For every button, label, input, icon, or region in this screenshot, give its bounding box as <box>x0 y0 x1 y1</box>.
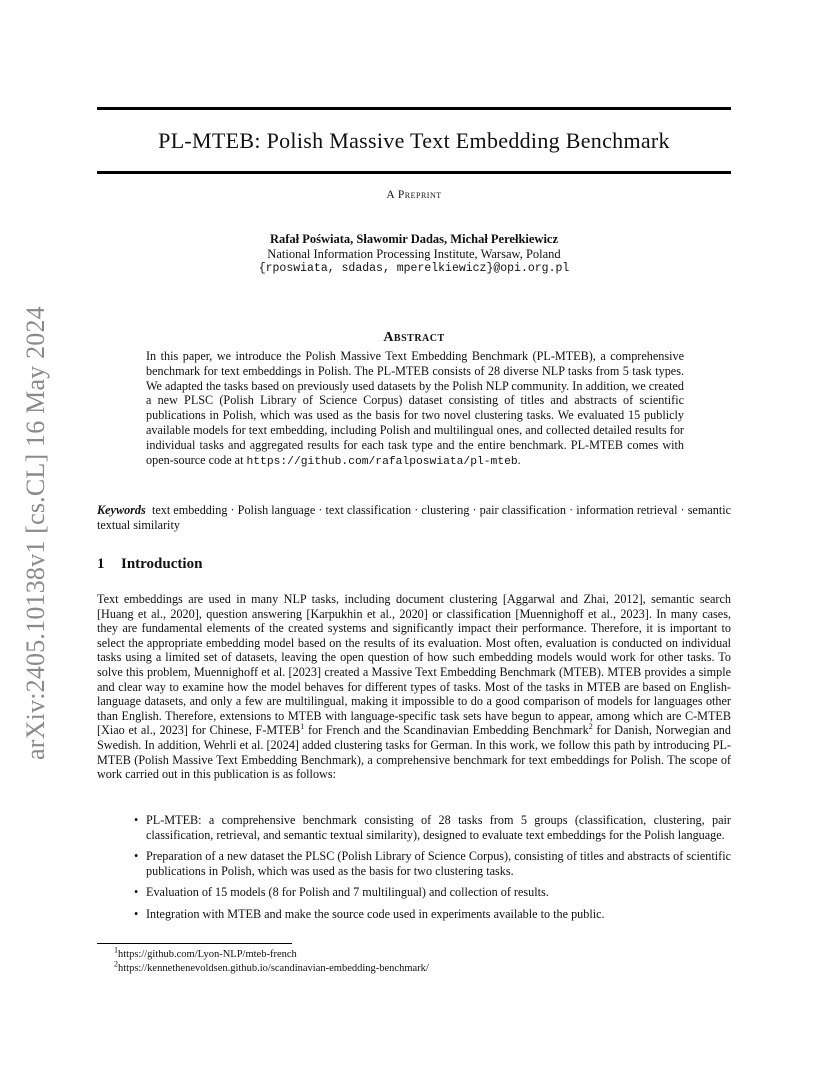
list-item <box>97 813 731 842</box>
section-title: Introduction <box>121 556 203 572</box>
abstract: In this paper, we introduce the Polish Massive Text Embedding Benchmark (PL-MTEB), a comprehensive benchmark for text embeddings in Polish. The PL-MTEB consists of 28 diverse NLP tasks from 5 task types. We adapted the tasks based on previously used datasets by the Polish NLP community. In addition, we created a new PLSC (Polish Library of Science Corpus) dataset consisting of titles and abstracts of scientific publications in Polish, which was used as the basis for two novel clustering tasks. We evaluated 15 publicly available models for text embedding, including Polish and multilingual ones, and collected detailed results for individual tasks and aggregated results for each task type and the entire benchmark. PL-MTEB comes with open-source code at https://github.com/rafalposwiata/pl-mteb. <box>146 349 684 468</box>
footnote-1 <box>114 945 734 962</box>
bullet-icon: • <box>134 906 139 921</box>
keywords-text: text embedding · Polish language · text classification · clustering · pair classification · information retrieval · semantic textual similarity <box>97 503 732 532</box>
footnotes <box>114 945 734 976</box>
title-bottom-rule <box>97 171 731 174</box>
intro-text-part-3: for Danish, Norwegian and Swedish. In addition, Wehrli et al. [2024] added clustering tasks for German. In this work, we follow this path by introducing PL-MTEB (Polish Massive Text Embedding Benchmark), a comprehensive benchmark for text embeddings for Polish. The scope of work carried out in this publication is as follows: <box>97 723 731 782</box>
intro-text-part-2: for French and the Scandinavian Embedding Benchmark <box>304 723 589 738</box>
author-emails: {rposwiata, sdadas, mperelkiewicz}@opi.org.pl <box>258 262 570 275</box>
list-item <box>97 885 731 900</box>
title-top-rule <box>97 107 731 110</box>
footnote-ref-1[interactable]: 1 <box>300 722 305 732</box>
list-item-text: Evaluation of 15 models (8 for Polish and 7 multilingual) and collection of results. <box>146 885 549 900</box>
affiliation: National Information Processing Institute, Warsaw, Poland <box>267 247 561 261</box>
contribution-list <box>97 813 731 929</box>
abstract-heading: Abstract <box>383 330 445 345</box>
bullet-icon: • <box>134 885 139 900</box>
preprint-label: A Preprint <box>386 189 442 201</box>
list-item-text: PL-MTEB: a comprehensive benchmark consisting of 28 tasks from 5 groups (classification, clustering, pair classification, retrieval, and semantic textual similarity), designed to evaluate text embeddings for the Polish language. <box>146 813 731 842</box>
section-number: 1 <box>97 556 105 572</box>
intro-text-part-1: Text embeddings are used in many NLP tasks, including document clustering [Aggarwal and Zhai, 2012], semantic search [Huang et al., 2020], question answering [Karpukhin et al., 2020] or classification [Muennighoff et al., 2023]. In many cases, they are fundamental elements of the created systems and significantly impact their performance. Therefore, it is important to select the appropriate embedding model based on the results of its evaluation. Most often, evaluation is conducted on individual tasks using a limited set of datasets, leaving the open question of how such embedding models would work for other tasks. To solve this problem, Muennighoff et al. [2023] created a Massive Text Embedding Benchmark (MTEB). MTEB provides a simple and clear way to examine how the model behaves for different types of tasks. Most of the tasks in MTEB are based on English-language datasets, and only a few are multilingual, making it impossible to do a good comparison of models for languages other than English. Therefore, extensions to MTEB with language-specific task sets have begun to appear, among which are C-MTEB [Xiao et al., 2023] for Chinese, F-MTEB <box>97 592 731 738</box>
arxiv-side-stamp <box>17 280 57 760</box>
footnote-link[interactable]: https://kennethenevoldsen.github.io/scandinavian-embedding-benchmark/ <box>118 963 429 974</box>
intro-paragraph <box>97 592 731 782</box>
abstract-text: In this paper, we introduce the Polish Massive Text Embedding Benchmark (PL-MTEB), a comprehensive benchmark for text embeddings in Polish. The PL-MTEB consists of 28 diverse NLP tasks from 5 task types. We adapted the tasks based on previously used datasets by the Polish NLP community. In addition, we created a new PLSC (Polish Library of Science Corpus) dataset consisting of titles and abstracts of scientific publications in Polish, which was used as the basis for two novel clustering tasks. We evaluated 15 publicly available models for text embedding, including Polish and multilingual ones, and collected detailed results for individual tasks and aggregated results for each task type and the entire benchmark. PL-MTEB comes with open-source code at <box>146 349 684 467</box>
keywords-label: Keywords <box>97 503 146 517</box>
list-item <box>97 849 731 878</box>
footnote-2 <box>114 959 734 976</box>
author-list: Rafał Poświata, Sławomir Dadas, Michał Perełkiewicz <box>269 232 559 246</box>
footnote-link[interactable]: https://github.com/Lyon-NLP/mteb-french <box>118 949 297 960</box>
footnote-rule <box>97 943 292 944</box>
list-item-text: Integration with MTEB and make the source code used in experiments available to the public. <box>146 906 605 921</box>
arxiv-identifier: arXiv:2405.10138v1 [cs.CL] 16 May 2024 <box>21 306 50 760</box>
footnote-ref-2[interactable]: 2 <box>588 722 593 732</box>
footnote-mark: 1 <box>114 945 118 955</box>
list-item-text: Preparation of a new dataset the PLSC (Polish Library of Science Corpus), consisting of titles and abstracts of scientific publications in Polish, which was used as the basis for two clustering tasks. <box>146 849 731 878</box>
footnote-mark: 2 <box>114 959 118 969</box>
list-item <box>97 907 731 922</box>
bullet-icon: • <box>134 813 139 827</box>
bullet-icon: • <box>134 849 139 864</box>
abstract-code-link[interactable]: https://github.com/rafalposwiata/pl-mteb <box>246 455 518 468</box>
section-heading <box>97 556 731 573</box>
keywords <box>97 503 731 533</box>
paper-title: PL-MTEB: Polish Massive Text Embedding Benchmark <box>158 128 670 153</box>
